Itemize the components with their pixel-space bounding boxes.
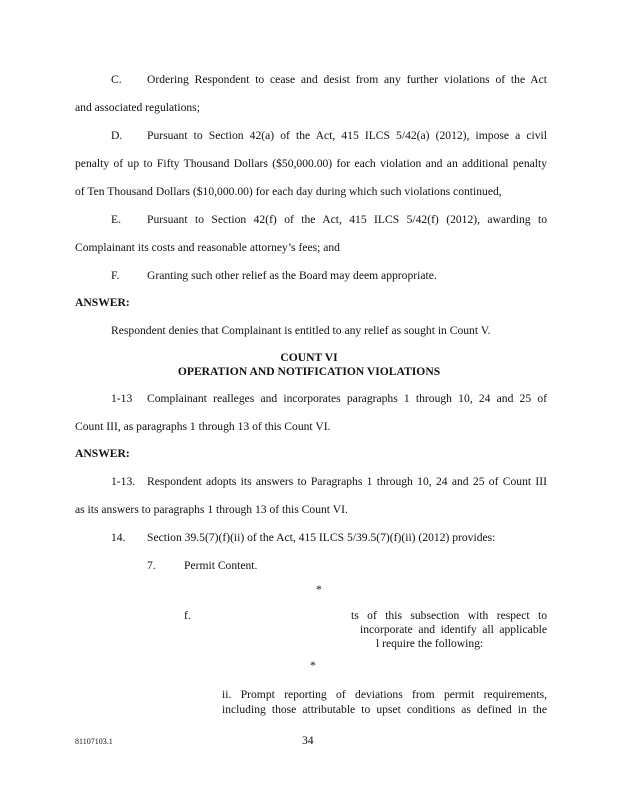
quote-asterisk: *: [316, 583, 322, 596]
quote-item-f-line-3: l require the following:: [376, 637, 484, 650]
paragraph-f-line-1: Granting such other relief as the Board may deem appropriate.: [147, 269, 437, 282]
answer-heading: ANSWER:: [75, 447, 130, 460]
paragraph-d-letter: D.: [111, 129, 123, 142]
quote-asterisk: *: [310, 659, 316, 672]
count-subheading: OPERATION AND NOTIFICATION VIOLATIONS: [177, 365, 441, 378]
paragraph-f-letter: F.: [111, 269, 120, 282]
quote-item-f-line-2: incorporate and identify all applicable: [360, 623, 547, 636]
paragraph-14-text: Section 39.5(7)(f)(ii) of the Act, 415 ILCS 5/39.5(7)(f)(ii) (2012) provides:: [147, 531, 496, 544]
answer-heading: ANSWER:: [75, 296, 130, 309]
quote-item-ii-line-1: ii. Prompt reporting of deviations from permit requirements,: [222, 688, 547, 701]
paragraph-d-line-1: Pursuant to Section 42(a) of the Act, 415 ILCS 5/42(a) (2012), impose a civil: [147, 129, 547, 142]
paragraph-c-line-2: and associated regulations;: [75, 101, 200, 114]
paragraph-c-line-1: Ordering Respondent to cease and desist from any further violations of the Act: [147, 73, 547, 86]
answer-2-line-1: Respondent adopts its answers to Paragraphs 1 through 10, 24 and 25 of Count III: [147, 475, 547, 488]
answer-2-line-2: as its answers to paragraphs 1 through 13 of this Count VI.: [75, 503, 348, 516]
quote-item-f-letter: f.: [184, 609, 191, 622]
paragraph-e-line-1: Pursuant to Section 42(f) of the Act, 415 ILCS 5/42(f) (2012), awarding to: [147, 213, 547, 226]
footer-doc-id: 81107103.1: [75, 737, 113, 746]
count-heading: COUNT VI: [280, 351, 338, 364]
answer-2-number: 1-13.: [111, 475, 136, 488]
paragraph-1-13-line-1: Complainant realleges and incorporates paragraphs 1 through 10, 24 and 25 of: [147, 392, 547, 405]
paragraph-d-line-2: penalty of up to Fifty Thousand Dollars ($50,000.00) for each violation and an additional penalty: [75, 157, 547, 170]
quote-item-ii-line-2: including those attributable to upset conditions as defined in the: [222, 703, 547, 716]
paragraph-14-number: 14.: [111, 531, 126, 544]
quote-item-7-title: Permit Content.: [184, 559, 258, 572]
paragraph-e-line-2: Complainant its costs and reasonable attorney’s fees; and: [75, 241, 340, 254]
quote-item-7-number: 7.: [147, 559, 156, 572]
paragraph-1-13-number: 1-13: [111, 392, 133, 405]
answer-1-text: Respondent denies that Complainant is entitled to any relief as sought in Count V.: [111, 324, 491, 337]
paragraph-1-13-line-2: Count III, as paragraphs 1 through 13 of this Count VI.: [75, 420, 331, 433]
paragraph-c-letter: C.: [111, 73, 122, 86]
quote-item-f-line-1: ts of this subsection with respect to: [351, 609, 547, 622]
paragraph-d-line-3: of Ten Thousand Dollars ($10,000.00) for each day during which such violations continued,: [75, 185, 502, 198]
page-number: 34: [302, 734, 314, 747]
paragraph-e-letter: E.: [111, 213, 121, 226]
